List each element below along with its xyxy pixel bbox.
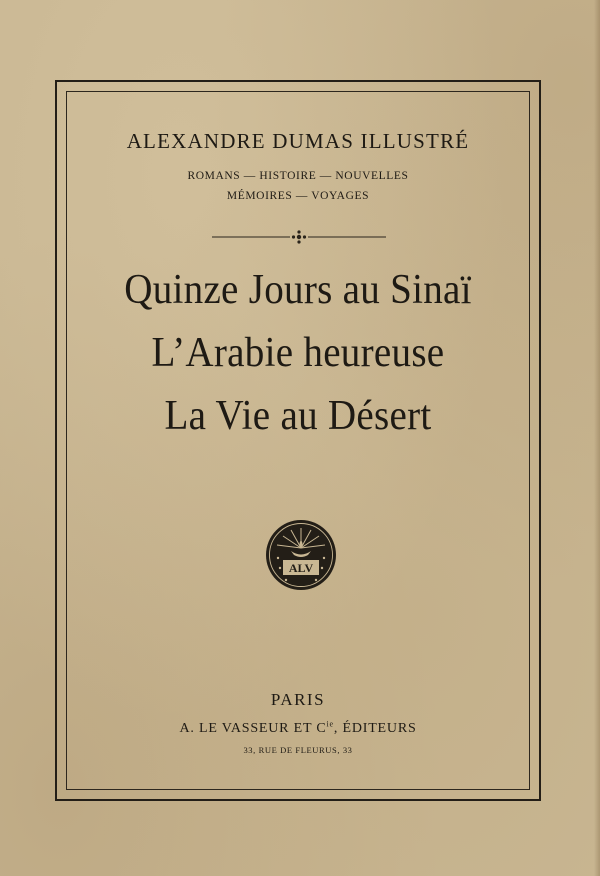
series-title: ALEXANDRE DUMAS ILLUSTRÉ: [126, 129, 470, 153]
publisher-address: 33, RUE DE FLEURUS, 33: [243, 745, 353, 755]
book-title-line-2: L’Arabie heureuse: [151, 330, 445, 376]
publisher-emblem-icon: [264, 518, 338, 592]
publisher-name: A. LE VASSEUR ET $C^{ie}$, ÉDITEURS: [179, 719, 417, 736]
publication-place: PARIS: [270, 690, 326, 709]
book-title-line-3: La Vie au Désert: [164, 393, 432, 439]
svg-text:ALV: ALV: [288, 561, 314, 575]
ornamental-rule-icon: [212, 228, 386, 246]
page-edge-shadow: [594, 0, 600, 876]
book-title-line-1: Quinze Jours au Sinaï: [124, 267, 472, 313]
genres-line-1: ROMANS — HISTOIRE — NOUVELLES: [187, 170, 409, 182]
genres-line-2: MÉMOIRES — VOYAGES: [226, 190, 370, 202]
